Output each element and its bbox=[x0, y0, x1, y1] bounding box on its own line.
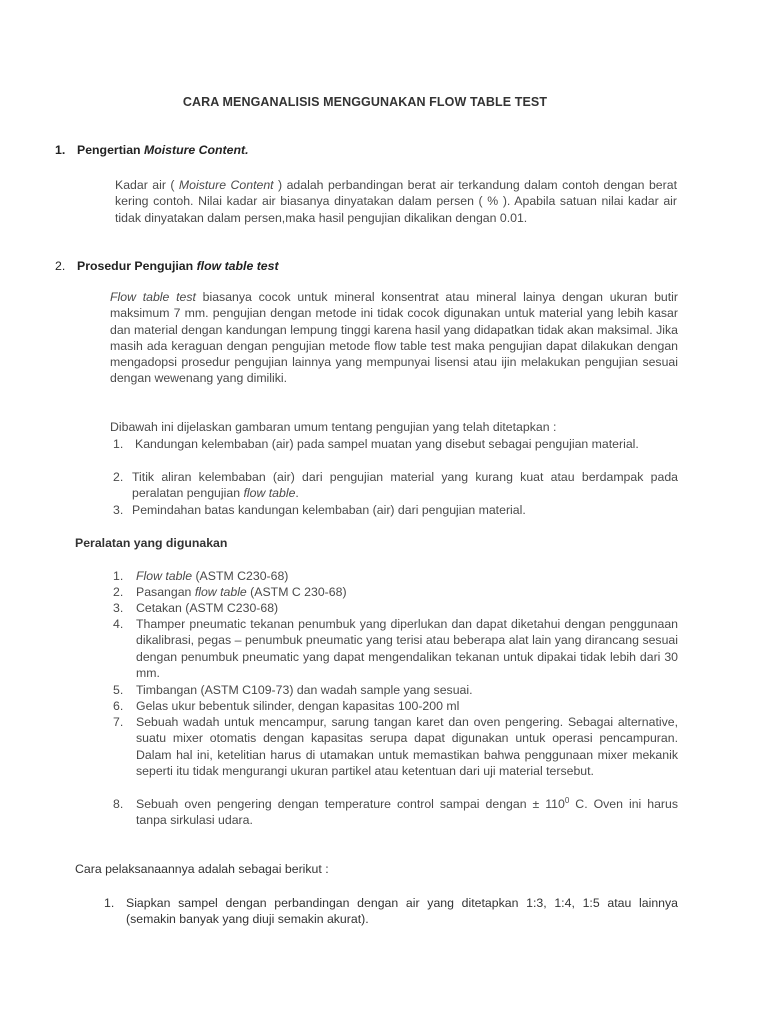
list-text-italic: Flow table bbox=[136, 569, 193, 583]
list-number: 2. bbox=[113, 585, 124, 599]
equipment-heading: Peralatan yang digunakan bbox=[75, 536, 228, 550]
list-number: 1. bbox=[104, 896, 115, 910]
list-text-italic: flow table bbox=[194, 585, 247, 599]
list-text-b: (ASTM C 230-68) bbox=[246, 585, 347, 599]
list-text: Gelas ukur bebentuk silinder, dengan kapasitas 100-200 ml bbox=[136, 699, 460, 713]
section-2-paragraph-1 bbox=[110, 289, 678, 387]
section-1-heading bbox=[55, 142, 249, 158]
section-2-text-italic: Flow table test bbox=[110, 290, 196, 304]
list-text bbox=[136, 584, 347, 600]
procedure-intro: Cara pelaksanaannya adalah sebagai berikut : bbox=[75, 862, 329, 876]
list-number: 8. bbox=[113, 797, 124, 811]
section-1-number: 1. bbox=[55, 143, 66, 157]
list-text-italic: flow table bbox=[243, 486, 296, 501]
section-1-heading-text: Pengertian bbox=[77, 143, 144, 157]
section-1-heading-italic: Moisture Content. bbox=[143, 143, 249, 157]
section-2-heading-italic: flow table test bbox=[196, 259, 279, 273]
section-1-paragraph bbox=[115, 177, 677, 226]
list-text: Thamper pneumatic tekanan penumbuk yang diperlukan dan dapat diketahui dengan penggunaan dikalibrasi, pegas – penumbuk pneumatic yang terisi atau beberapa alat lain yang dirancang sesuai dengan penumbuk pneumatic yang dapat mengendalikan tekanan untuk dipakai tidak lebih dari 30 mm. bbox=[136, 617, 678, 680]
list-number: 1. bbox=[113, 437, 124, 451]
list-text bbox=[132, 469, 678, 502]
list-text: Pemindahan batas kandungan kelembaban (air) dari pengujian material. bbox=[132, 503, 526, 517]
list-number: 3. bbox=[113, 601, 124, 615]
section-2-text: biasanya cocok untuk mineral konsentrat atau mineral lainya dengan ukuran butir maksimum 7 mm. pengujian dengan metode ini tidak cocok digunakan untuk material yang lebih kasar dan material dengan kandungan lempung tinggi karena hasil yang didapatkan tidak akan maksimal. Jika masih ada keraguan dengan pengujian metode flow table test maka pengujian dapat dilakukan dengan mengadopsi prosedur pengujian lainnya yang mempunyai lisensi atau ijin melakukan pengujian sesuai dengan wewenang yang dimiliki. bbox=[110, 290, 678, 386]
section-1-text-b: ) adalah perbandingan berat air terkandung dalam contoh dengan berat kering contoh. Nilai kadar air biasanya dinyatakan dalam persen ( % ). Apabila satuan nilai kadar air tidak dinyatakan dalam persen,maka hasil pengujian dikalikan dengan 0.01. bbox=[115, 178, 677, 225]
list-number: 6. bbox=[113, 699, 124, 713]
list-text: Timbangan (ASTM C109-73) dan wadah sample yang sesuai. bbox=[136, 683, 473, 697]
list-text: Kandungan kelembaban (air) pada sampel muatan yang disebut sebagai pengujian material. bbox=[135, 437, 639, 451]
section-2-number: 2. bbox=[55, 259, 66, 273]
list-text-a: Sebuah oven pengering dengan temperature control sampai dengan ± 110 bbox=[136, 797, 565, 811]
list-text-a: (ASTM C230-68) bbox=[192, 569, 289, 583]
list-number: 2. bbox=[113, 470, 124, 484]
list-text bbox=[136, 568, 288, 584]
section-2-paragraph-2: Dibawah ini dijelaskan gambaran umum tentang pengujian yang telah ditetapkan : bbox=[110, 420, 557, 434]
list-text-a: Pasangan bbox=[136, 585, 195, 599]
list-number: 4. bbox=[113, 617, 124, 631]
list-number: 7. bbox=[113, 715, 124, 729]
list-text bbox=[136, 796, 678, 829]
list-number: 5. bbox=[113, 683, 124, 697]
superscript: 0 bbox=[564, 795, 570, 805]
section-1-text-italic: Moisture Content bbox=[178, 178, 274, 192]
list-text-a: Titik aliran kelembaban (air) dari pengujian material yang kurang kuat atau berdampak pada peralatan pengujian bbox=[132, 470, 678, 501]
list-text: Siapkan sampel dengan perbandingan dengan air yang ditetapkan 1:3, 1:4, 1:5 atau lainnya (semakin banyak yang diuji semakin akurat). bbox=[126, 896, 678, 927]
list-text-b: . bbox=[295, 486, 299, 501]
list-text: Cetakan (ASTM C230-68) bbox=[136, 601, 279, 615]
section-2-heading-text: Prosedur Pengujian bbox=[77, 259, 197, 273]
list-text-b: C. Oven ini harus tanpa sirkulasi udara. bbox=[136, 797, 679, 828]
list-text: Sebuah wadah untuk mencampur, sarung tangan karet dan oven pengering. Sebagai alternative, suatu mixer otomatis dengan kapasitas serupa dapat digunakan untuk operasi pencampuran. Dalam hal ini, ketelitian harus di utamakan untuk memastikan bahwa penggunaan mixer mekanik seperti itu tidak mengurangi ukuran partikel atau ketentuan dari uji material tersebut. bbox=[136, 715, 678, 778]
section-1-text-a: Kadar air ( bbox=[115, 178, 179, 192]
list-number: 1. bbox=[113, 569, 124, 583]
list-number: 3. bbox=[113, 503, 124, 517]
section-2-heading bbox=[55, 258, 279, 274]
document-title: CARA MENGANALISIS MENGGUNAKAN FLOW TABLE TEST bbox=[182, 95, 548, 109]
